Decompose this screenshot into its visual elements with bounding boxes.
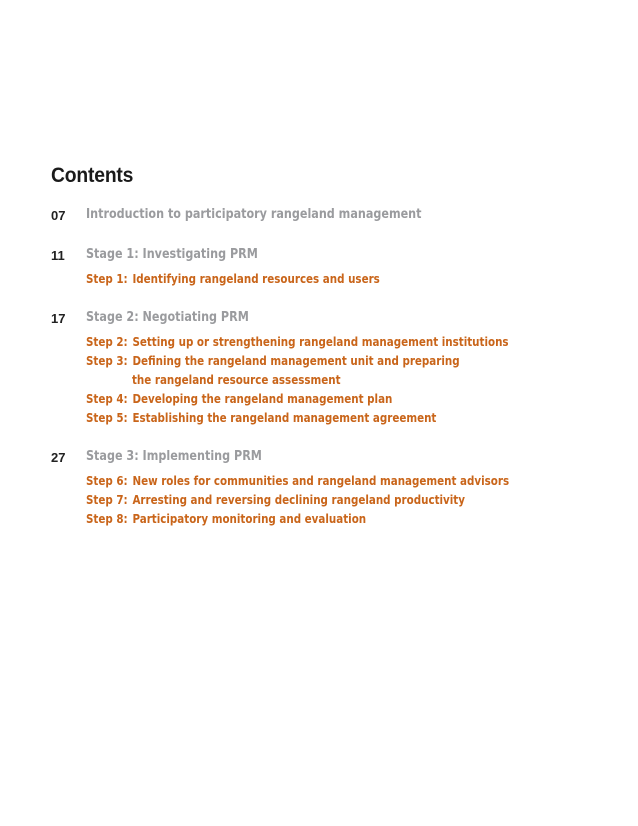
- step-label: Step 6:: [86, 474, 128, 488]
- toc-step-3[interactable]: [86, 354, 460, 368]
- step-title: Developing the rangeland management plan: [132, 392, 393, 406]
- toc-step-5[interactable]: [86, 411, 436, 425]
- toc-heading-stage-1[interactable]: Stage 1: Investigating PRM: [86, 247, 258, 262]
- page-title: Contents: [51, 164, 134, 187]
- step-title: New roles for communities and rangeland management advisors: [132, 474, 510, 488]
- toc-heading-stage-3[interactable]: Stage 3: Implementing PRM: [86, 449, 262, 464]
- toc-step-8[interactable]: [86, 512, 366, 526]
- toc-step-4[interactable]: [86, 392, 392, 406]
- step-title: Setting up or strengthening rangeland management institutions: [132, 335, 509, 349]
- toc-heading-introduction[interactable]: Introduction to participatory rangeland management: [86, 207, 422, 222]
- step-label: Step 2:: [86, 335, 128, 349]
- toc-page-number: 11: [51, 248, 65, 263]
- step-label: Step 7:: [86, 493, 128, 507]
- step-title: Identifying rangeland resources and users: [132, 272, 380, 286]
- toc-heading-stage-2[interactable]: Stage 2: Negotiating PRM: [86, 310, 249, 325]
- toc-step-1[interactable]: [86, 272, 380, 286]
- step-label: Step 1:: [86, 272, 128, 286]
- step-label: Step 8:: [86, 512, 128, 526]
- toc-step-3-continuation[interactable]: the rangeland resource assessment: [132, 373, 341, 387]
- step-title: Participatory monitoring and evaluation: [132, 512, 367, 526]
- step-label: Step 5:: [86, 411, 128, 425]
- step-title: Arresting and reversing declining rangeland productivity: [132, 493, 465, 507]
- toc-page-number: 07: [51, 208, 66, 223]
- toc-step-2[interactable]: [86, 335, 509, 349]
- step-label: Step 3:: [86, 354, 128, 368]
- step-label: Step 4:: [86, 392, 128, 406]
- toc-page-number: 27: [51, 450, 66, 465]
- toc-step-7[interactable]: [86, 493, 465, 507]
- step-title: Defining the rangeland management unit and preparing: [132, 354, 460, 368]
- toc-step-6[interactable]: [86, 474, 509, 488]
- toc-page-number: 17: [51, 311, 66, 326]
- step-title: Establishing the rangeland management agreement: [132, 411, 437, 425]
